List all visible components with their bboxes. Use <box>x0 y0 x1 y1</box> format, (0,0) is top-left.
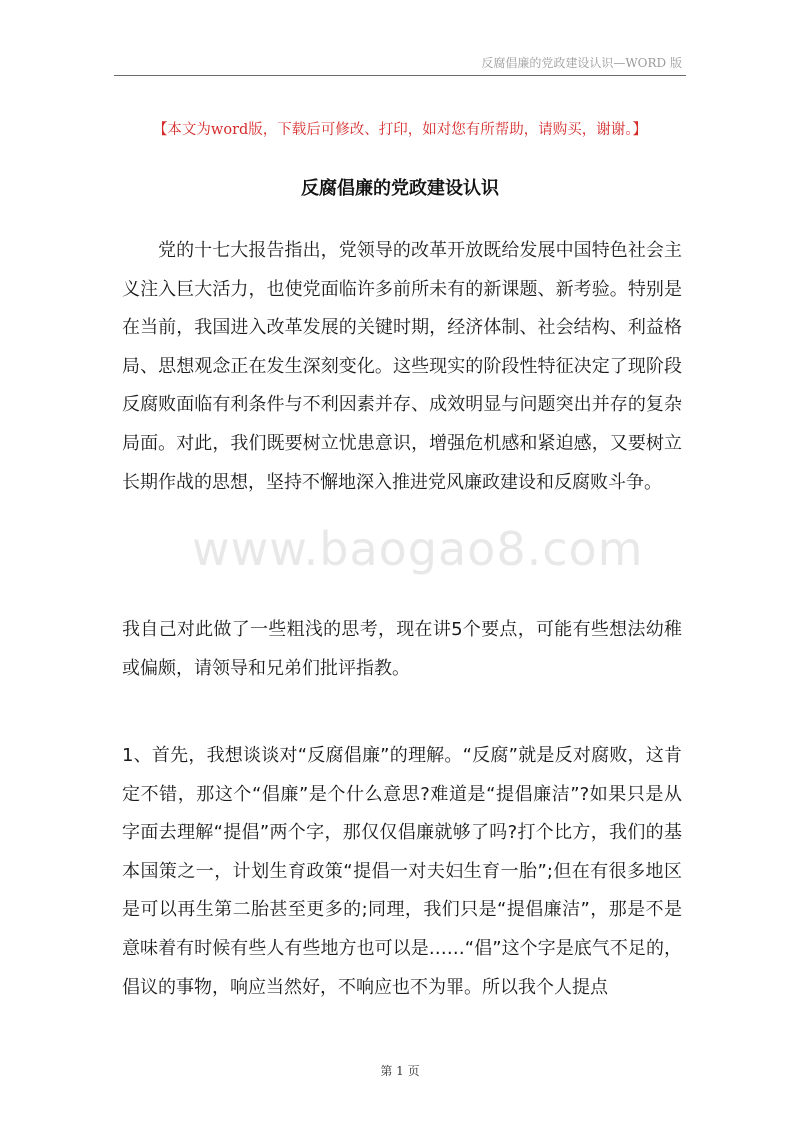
download-notice: 【本文为word版，下载后可修改、打印，如对您有所帮助，请购买，谢谢。】 <box>152 122 648 138</box>
paragraph-intro: 党的十七大报告指出，党领导的改革开放既给发展中国特色社会主义注入巨大活力，也使党面临许多前所未有的新课题、新考验。特别是在当前，我国进入改革发展的关键时期，经济体制、社会结构、利益格局、思想观念正在发生深刻变化。这些现实的阶段性特征决定了现阶段反腐败面临有利条件与不利因素并存、成效明显与问题突出并存的复杂局面。对此，我们既要树立忧患意识，增强危机感和紧迫感，又要树立长期作战的思想，坚持不懈地深入推进党风廉政建设和反腐败斗争。 <box>122 240 682 493</box>
header-divider <box>114 75 686 76</box>
watermark: www.baogao8.com <box>192 522 644 576</box>
running-header: 反腐倡廉的党政建设认识—WORD 版 <box>481 56 682 70</box>
document-title: 反腐倡廉的党政建设认识 <box>301 178 499 199</box>
paragraph-preface: 我自己对此做了一些粗浅的思考，现在讲5个要点，可能有些想法幼稚或偏颇，请领导和兄弟们批评指教。 <box>122 619 682 679</box>
paragraph-point-1: 1、首先，我想谈谈对“反腐倡廉”的理解。“反腐”就是反对腐败，这肯定不错，那这个“倡廉”是个什么意思?难道是“提倡廉洁”?如果只是从字面去理解“提倡”两个字，那仅仅倡廉就够了吗?打个比方，我们的基本国策之一，计划生育政策“提倡一对夫妇生育一胎”;但在有很多地区是可以再生第二胎甚至更多的;同理，我们只是“提倡廉洁”，那是不是意味着有时候有些人有些地方也可以是……“倡”这个字是底气不足的，倡议的事物，响应当然好，不响应也不为罪。所以我个人提点 <box>122 745 682 998</box>
page-number: 第 1 页 <box>380 1064 420 1078</box>
